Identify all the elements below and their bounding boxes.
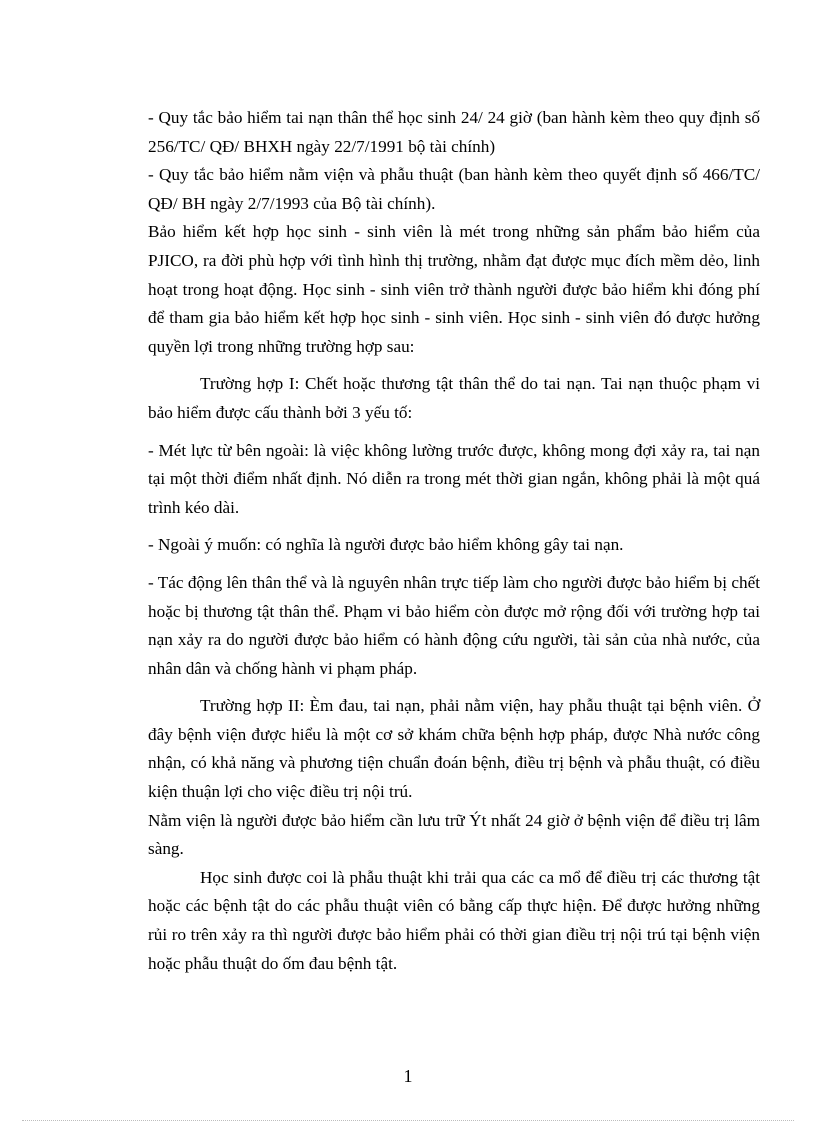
paragraph-unintended: - Ngoài ý muốn: có nghĩa là người được bảo hiểm không gây tai nạn. [148, 535, 624, 555]
paragraph-rule-hospital: - Quy tắc bảo hiểm nằm viện và phẫu thuật (ban hành kèm theo quyết định số 466/TC/ QĐ/ BH ngày 2/7/1993 của Bộ tài chính). [148, 165, 760, 213]
paragraph-case-2: Trường hợp II: Èm đau, tai nạn, phải nằm viện, hay phẫu thuật tại bệnh viên. Ở đây bệnh viện được hiểu là một cơ sở khám chữa bệnh hợp pháp, được Nhà nước công nhận, có khả năng và phương tiện chuẩn đoán bệnh, điều trị bệnh và phẫu thuật, có điều kiện thuận lợi cho việc điều trị nội trú. [148, 696, 760, 802]
paragraph-body-impact: - Tác động lên thân thể và là nguyên nhân trực tiếp làm cho người được bảo hiểm bị chết hoặc bị thương tật thân thể. Phạm vi bảo hiểm còn được mở rộng đối với trường hợp tai nạn xảy ra do người được bảo hiểm có hành động cứu người, tài sản của nhà nước, của nhân dân và chống hành vi phạm pháp. [148, 572, 760, 678]
paragraph-product-intro: Bảo hiểm kết hợp học sinh - sinh viên là mét trong những sản phẩm bảo hiểm của PJICO, ra đời phù hợp với tình hình thị trường, nhằm đạt được mục đích mềm dẻo, linh hoạt trong hoạt động. Học sinh - sinh viên trở thành người được bảo hiểm khi đóng phí để tham gia bảo hiểm kết hợp học sinh - sinh viên. Học sinh - sinh viên đó được hưởng quyền lợi trong những trường hợp sau: [148, 222, 760, 356]
paragraph-hospital-stay: Nằm viện là người được bảo hiểm cần lưu trữ Ýt nhất 24 giờ ở bệnh viện để điều trị lâm sàng. [148, 810, 760, 859]
paragraph-external-force: - Mét lực từ bên ngoài: là việc không lường trước được, không mong đợi xảy ra, tai nạn tại một thời điểm nhất định. Nó diễn ra trong mét thời gian ngắn, không phải là một quá trình kéo dài. [148, 440, 760, 517]
paragraph-case-1: Trường hợp I: Chết hoặc thương tật thân thể do tai nạn. Tai nạn thuộc phạm vi bảo hiểm được cấu thành bởi 3 yếu tố: [148, 374, 760, 422]
page-number: 1 [403, 1066, 413, 1086]
paragraph-rule-accident: - Quy tắc bảo hiểm tai nạn thân thể học sinh 24/ 24 giờ (ban hành kèm theo quy định số 256/TC/ QĐ/ BHXH ngày 22/7/1991 bộ tài chính) [148, 108, 760, 156]
footer-divider [22, 1120, 794, 1121]
document-body [148, 104, 760, 978]
paragraph-surgery: Học sinh được coi là phẫu thuật khi trải qua các ca mổ để điều trị các thương tật hoặc các bệnh tật do các phẫu thuật viên có bằng cấp thực hiện. Để được hưởng những rủi ro trên xảy ra thì người được bảo hiểm phải có thời gian điều trị nội trú tại bệnh viện hoặc phẫu thuật do ốm đau bệnh tật. [148, 867, 760, 973]
